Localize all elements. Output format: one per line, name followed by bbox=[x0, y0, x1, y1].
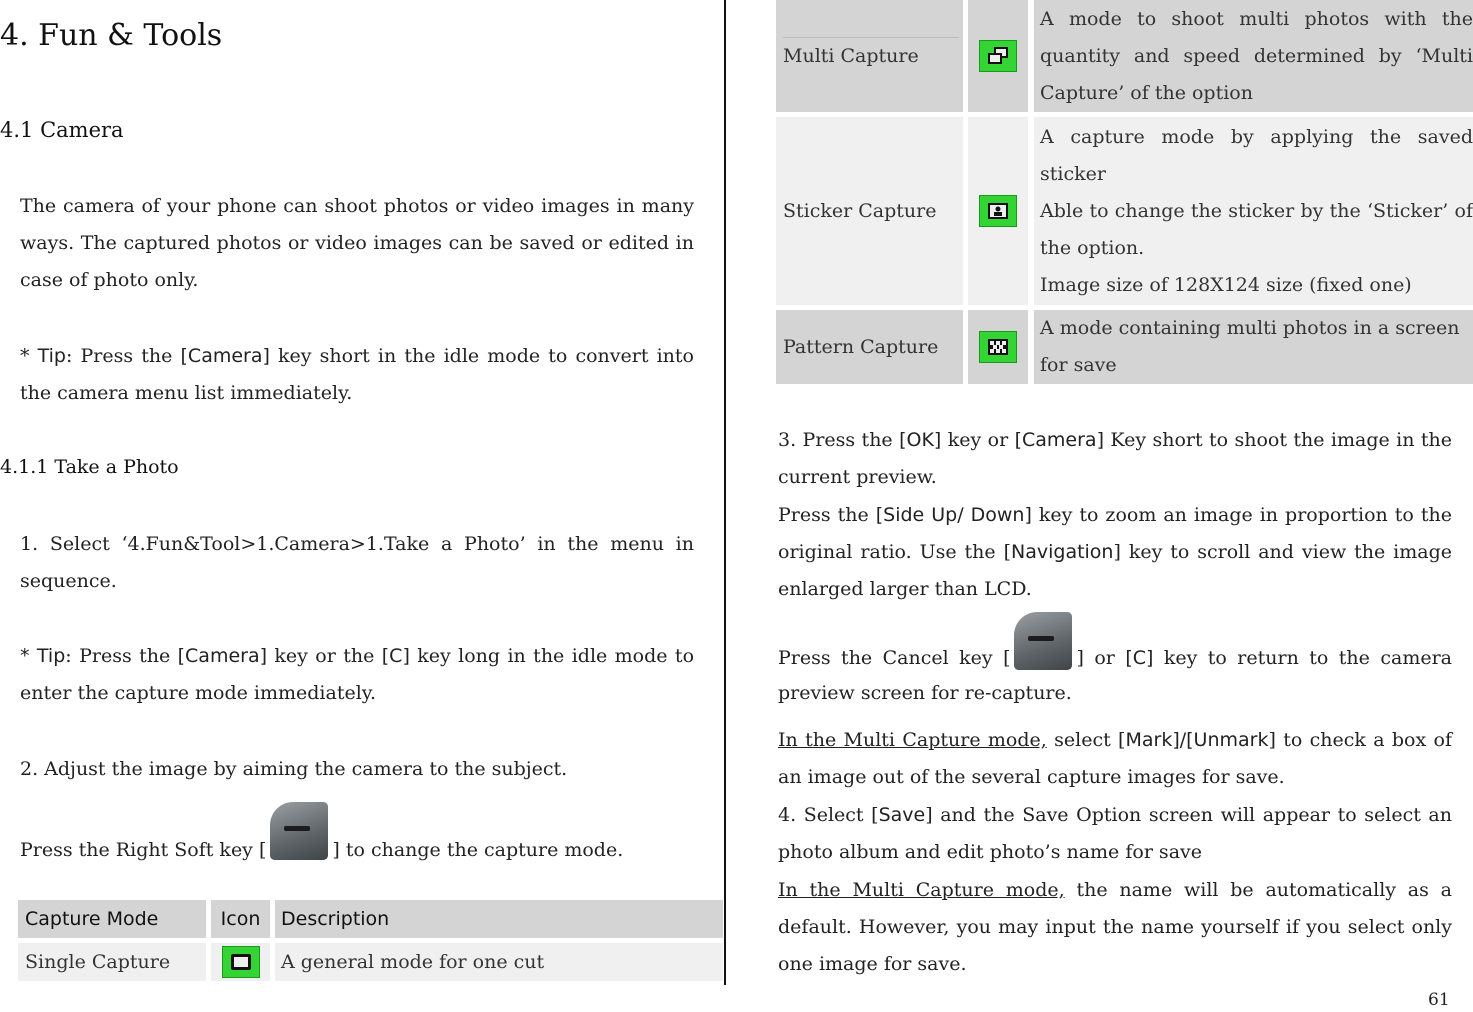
table-cell-icon bbox=[211, 943, 270, 981]
step-3: 3. Press the [OK] key or [Camera] Key short to shoot the image in the current preview. bbox=[778, 429, 1453, 488]
step-4: 4. Select [Save] and the Save Option screen will appear to select an photo album and edit photo’s name for save bbox=[778, 804, 1452, 863]
multi-capture-name-note: In the Multi Capture mode, the name will be automatically as a default. However, you may input the name yourself if you select only one image for save. bbox=[778, 879, 1453, 975]
table-cell-icon bbox=[968, 0, 1028, 112]
table-cell-mode: Sticker Capture bbox=[776, 117, 963, 305]
step-1: 1. Select ‘4.Fun&Tool>1.Camera>1.Take a Photo’ in the menu in sequence. bbox=[20, 533, 694, 592]
section-heading: 4. Fun & Tools bbox=[0, 18, 223, 53]
table-cell-icon bbox=[968, 310, 1028, 384]
tip-capture-mode: * Tip: Press the [Camera] key or the [C] key long in the idle mode to enter the capture mode immediately. bbox=[20, 645, 695, 704]
table-cell-description: A mode containing multi photos in a screen for save bbox=[1034, 310, 1473, 384]
table-header-mode: Capture Mode bbox=[18, 900, 206, 938]
sticker-capture-icon bbox=[979, 195, 1017, 227]
single-capture-icon bbox=[222, 946, 260, 978]
table-cell-description: A capture mode by applying the saved sticker Able to change the sticker by the ‘Sticker’ of the option. Image size of 128X124 size (fixed one) bbox=[1034, 117, 1473, 305]
table-cell-icon bbox=[968, 117, 1028, 305]
right-soft-key-icon bbox=[268, 800, 330, 862]
right-soft-key-line: Press the Right Soft key [ ] to change the capture mode. bbox=[20, 800, 694, 881]
table-header-icon: Icon bbox=[211, 900, 270, 938]
subsubsection-heading: 4.1.1 Take a Photo bbox=[0, 456, 179, 478]
multi-capture-icon bbox=[979, 40, 1017, 72]
table-cell-mode: Multi Capture bbox=[776, 0, 963, 112]
subsection-heading: 4.1 Camera bbox=[0, 118, 124, 142]
step-2: 2. Adjust the image by aiming the camera to the subject. bbox=[20, 758, 568, 780]
multi-capture-mark-note: In the Multi Capture mode, select [Mark]/[Unmark] to check a box of an image out of the several capture images for save. bbox=[778, 729, 1453, 788]
cancel-soft-key-icon bbox=[1012, 610, 1074, 672]
cancel-instruction: Press the Cancel key [ ] or [C] key to return to the camera preview screen for re-capture. bbox=[778, 610, 1452, 711]
table-header-description: Description bbox=[275, 900, 723, 938]
table-cell-mode: Single Capture bbox=[18, 943, 206, 981]
zoom-instruction: Press the [Side Up/ Down] key to zoom an image in proportion to the original ratio. Use the [Navigation] key to scroll and view the image enlarged larger than LCD. bbox=[778, 504, 1452, 600]
tip-camera-key: * Tip: Press the [Camera] key short in the idle mode to convert into the camera menu list immediately. bbox=[20, 345, 694, 404]
table-cell-mode: Pattern Capture bbox=[776, 310, 963, 384]
table-cell-description: A general mode for one cut bbox=[275, 943, 723, 981]
pattern-capture-icon bbox=[979, 331, 1017, 363]
page-number: 61 bbox=[1428, 990, 1450, 1010]
table-cell-description: A mode to shoot multi photos with the quantity and speed determined by ‘Multi Capture’ of the option bbox=[1034, 0, 1473, 112]
camera-intro: The camera of your phone can shoot photos or video images in many ways. The captured photos or video images can be saved or edited in case of photo only. bbox=[20, 195, 694, 291]
column-divider bbox=[724, 0, 726, 985]
